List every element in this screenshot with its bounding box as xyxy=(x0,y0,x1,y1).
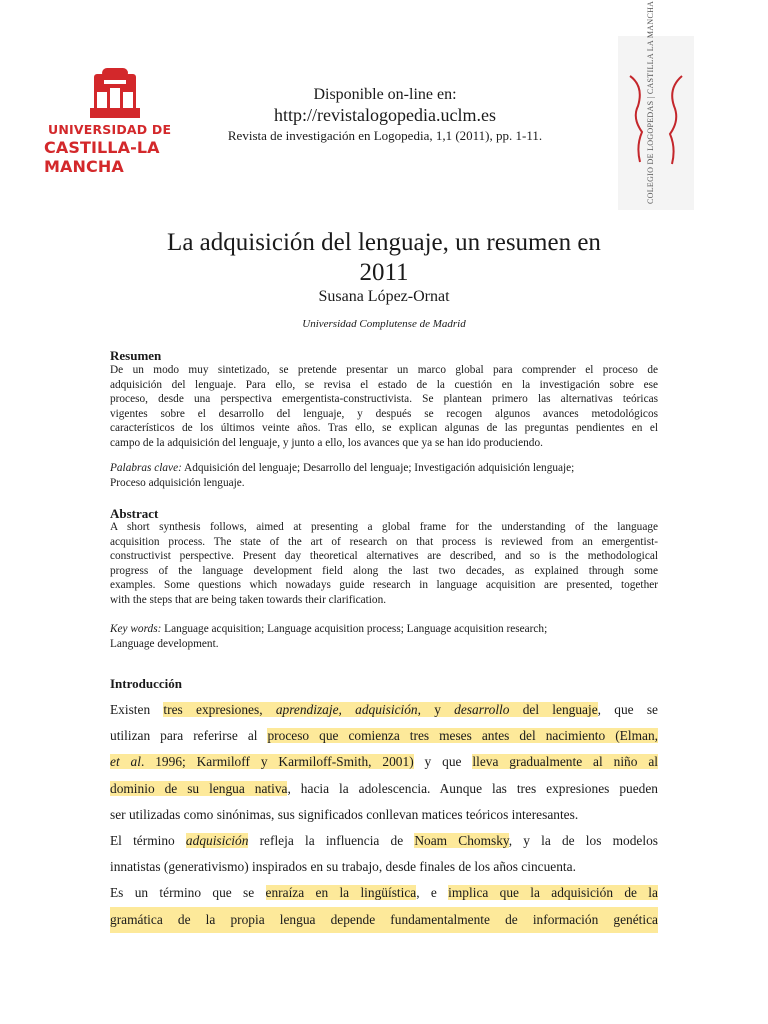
resumen-line: campo de la adquisición del lenguaje, y junto a ello, los avances que ya se han ido produciendo. xyxy=(110,436,543,449)
journal-url[interactable]: http://revistalogopedia.uclm.es xyxy=(274,105,496,125)
highlight: lleva gradualmente al niño al xyxy=(472,754,658,770)
palabras-clave-text: Adquisición del lenguaje; Desarrollo del lenguaje; Investigación adquisición lenguaje; xyxy=(181,462,575,474)
intro-line-2: utilizan para referirse al proceso que comienza tres meses antes del nacimiento (Elman, xyxy=(110,728,658,744)
abstract-line: acquisition process. The state of the art of research on that process is reviewed from an emergentist- xyxy=(110,535,658,548)
resumen-line: característicos de los últimos veinte años. Tras ello, se explican algunas de las preguntas pendientes en el xyxy=(110,422,658,435)
highlight: implica que la adquisición de la xyxy=(448,885,658,901)
highlight: tres expresiones, aprendizaje, adquisición, y desarrollo del lenguaje xyxy=(163,702,598,717)
key-words xyxy=(110,622,658,651)
available-online: Disponible on-line en: xyxy=(313,86,457,103)
intro-line-4: dominio de su lengua nativa, hacia la adolescencia. Aunque las tres expresiones pueden xyxy=(110,780,658,796)
resumen-line: proceso, desde una perspectiva emergentista-constructivista. Se plantean primero las alternativas teóricas xyxy=(110,393,658,406)
highlight: proceso que comienza tres meses antes del nacimiento (Elman, xyxy=(267,728,658,744)
palabras-clave xyxy=(110,461,658,490)
intro-line-1: Existen tres expresiones, aprendizaje, adquisición, y desarrollo del lenguaje, que se xyxy=(110,702,658,717)
abstract-body xyxy=(110,520,658,608)
title-line2: 2011 xyxy=(359,259,409,286)
intro-line-7: innatistas (generativismo) inspirados en su trabajo, desde finales de los años cincuenta. xyxy=(110,859,576,875)
resumen-line: De un modo muy sintetizado, se pretende presentar un marco global para comprender el proceso de xyxy=(110,364,658,376)
intro-line-8: Es un término que se enraíza en la lingüística, e implica que la adquisición de la xyxy=(110,885,658,901)
journal-citation: Revista de investigación en Logopedia, 1,1 (2011), pp. 1-11. xyxy=(227,128,543,143)
highlight: et al. 1996; Karmiloff y Karmiloff-Smith, 2001) xyxy=(110,754,414,770)
abstract-line: constructivist perspective. Present day theoretical alternatives are described, and so is the methodological xyxy=(110,550,658,563)
intro-line-9: gramática de la propia lengua depende fundamentalmente de información genética xyxy=(110,907,658,933)
intro-line-5: ser utilizadas como sinónimas, sus significados conllevan matices teóricos interesantes. xyxy=(110,806,579,822)
paper-title xyxy=(110,228,658,288)
key-words-label: Key words: xyxy=(110,623,162,635)
resumen-line: adquisición del lenguaje. Para ello, se revisa el estado de la cuestión en la investigación sobre ese xyxy=(110,378,658,391)
intro-line-3: et al. 1996; Karmiloff y Karmiloff-Smith, 2001) y que lleva gradualmente al niño al xyxy=(110,754,658,770)
key-words-text: Language acquisition; Language acquisition process; Language acquisition research; xyxy=(161,623,548,635)
logo-line1: UNIVERSIDAD DE xyxy=(48,122,172,137)
highlight: adquisición xyxy=(185,833,249,849)
abstract-line: progress of the language development field along the last two decades, as explained through some xyxy=(110,564,658,577)
key-words-text-2: Language development. xyxy=(110,637,219,650)
university-logo xyxy=(40,68,190,176)
college-logo-text: COLEGIO DE LOGOPEDAS | CASTILLA LA MANCHA xyxy=(646,0,655,204)
castle-icon xyxy=(40,68,190,124)
resumen-heading: Resumen xyxy=(110,348,162,363)
resumen-body xyxy=(110,363,658,451)
intro-body xyxy=(110,697,658,933)
highlight: dominio de su lengua nativa xyxy=(110,780,288,796)
palabras-clave-text-2: Proceso adquisición lenguaje. xyxy=(110,476,245,489)
palabras-clave-label: Palabras clave: xyxy=(110,462,182,474)
college-logo xyxy=(618,0,694,210)
author: Susana López-Ornat xyxy=(318,288,450,305)
resumen-line: vigentes sobre el desarrollo del lenguaje, y después se recogen algunos avances metodológicos xyxy=(110,407,658,420)
abstract-heading: Abstract xyxy=(110,506,159,521)
intro-line-6: El término adquisición refleja la influencia de Noam Chomsky, y la de los modelos xyxy=(110,833,658,849)
title-line1: La adquisición del lenguaje, un resumen en xyxy=(167,229,601,256)
abstract-line: examples. Some questions which nowadays guide research in language acquisition are presented, together xyxy=(110,579,658,592)
abstract-line: A short synthesis follows, aimed at presenting a global frame for the understanding of the language xyxy=(110,521,658,533)
highlight: Noam Chomsky xyxy=(414,833,509,849)
abstract-line: with the steps that are being taken towards their clarification. xyxy=(110,593,387,606)
logo-line2: CASTILLA-LA MANCHA xyxy=(44,138,160,176)
intro-heading: Introducción xyxy=(110,676,182,691)
highlight: enraíza en la lingüística xyxy=(265,885,417,901)
affiliation: Universidad Complutense de Madrid xyxy=(302,318,466,330)
